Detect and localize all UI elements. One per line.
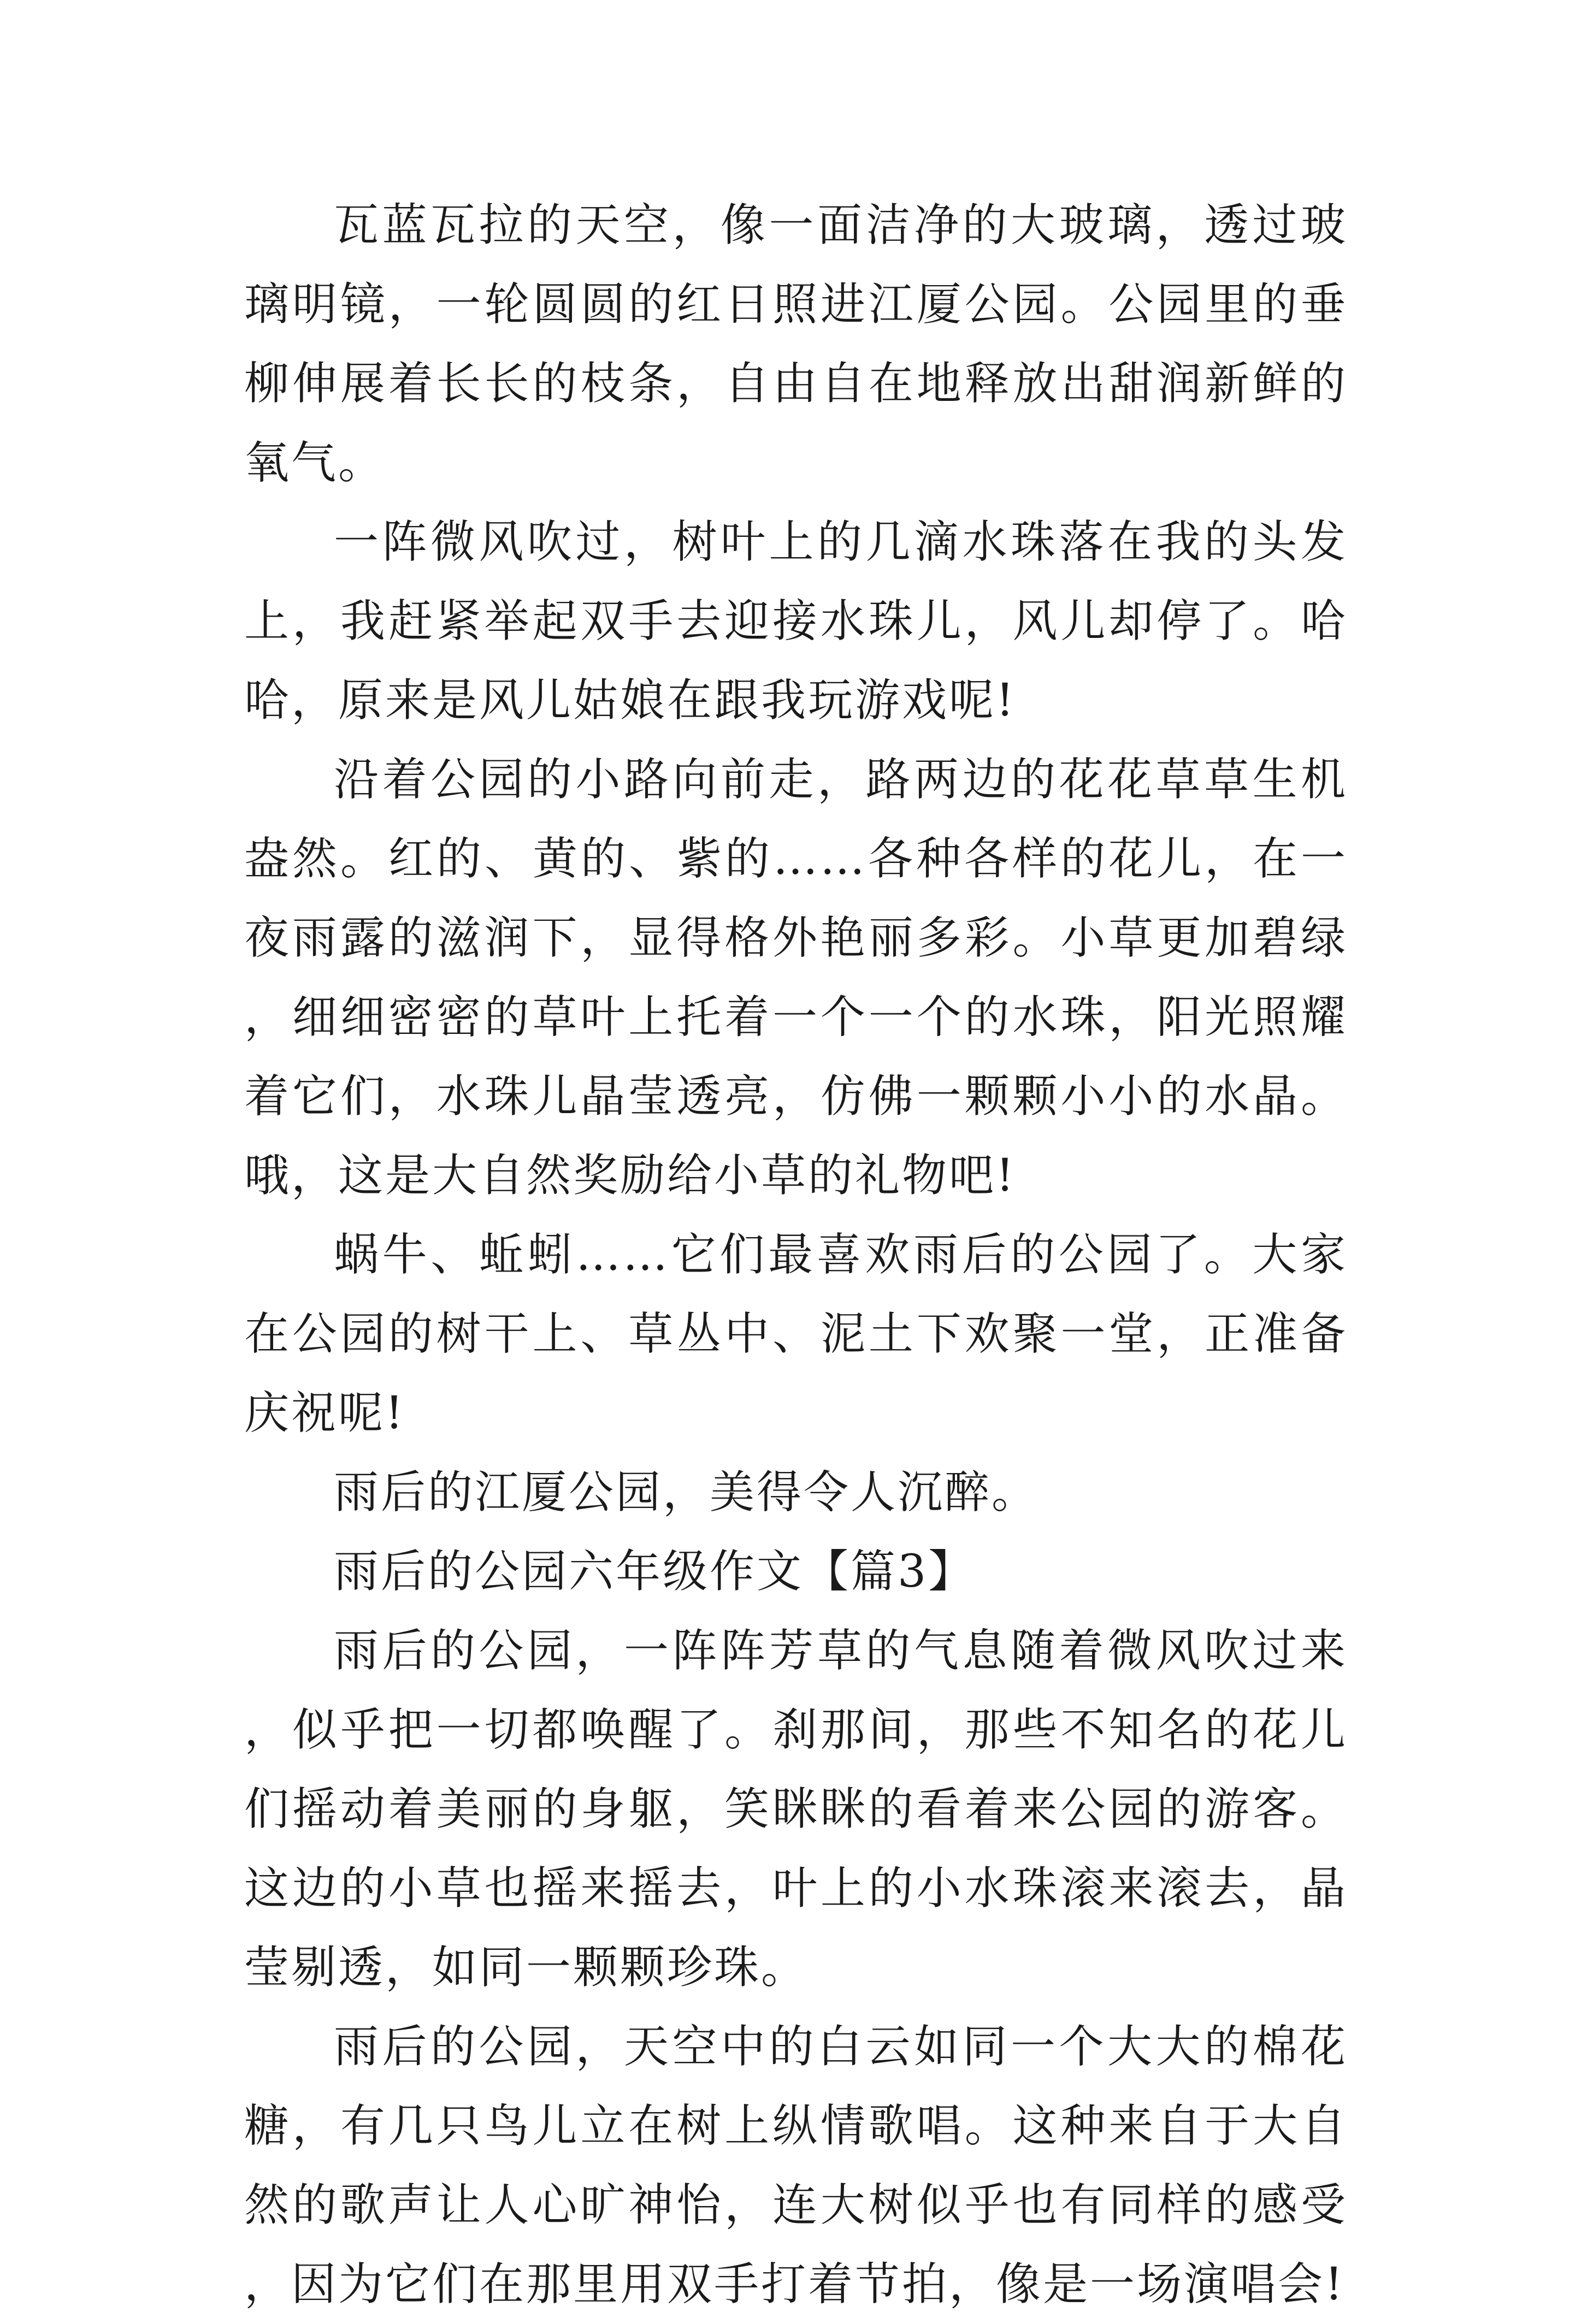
paragraph-7: 雨后的公园，天空中的白云如同一个大大的棉花糖，有几只鸟儿立在树上纵情歌唱。这种来自于大自然的歌声让人心旷神怡，连大树似乎也有同样的感受，因为它们在那里用双手打着节拍，像是一场演唱会! [244,2021,1348,2310]
paragraph-5: 雨后的江厦公园，美得令人沉醉。 [334,1466,1039,1518]
paragraph-2: 一阵微风吹过，树叶上的几滴水珠落在我的头发上，我赶紧举起双手去迎接水珠儿，风儿却停了。哈哈，原来是风儿姑娘在跟我玩游戏呢! [244,516,1348,726]
paragraph-6: 雨后的公园，一阵阵芳草的气息随着微风吹过来，似乎把一切都唤醒了。刹那间，那些不知名的花儿们摇动着美丽的身躯，笑眯眯的看着来公园的游客。这边的小草也摇来摇去，叶上的小水珠滚来滚去，晶莹剔透，如同一颗颗珍珠。 [244,1625,1348,1994]
section-heading: 雨后的公园六年级作文【篇3】 [334,1546,976,1598]
paragraph-1: 瓦蓝瓦拉的天空，像一面洁净的大玻璃，透过玻璃明镜，一轮圆圆的红日照进江厦公园。公园里的垂柳伸展着长长的枝条，自由自在地释放出甜润新鲜的氧气。 [244,199,1348,489]
paragraph-4: 蜗牛、蚯蚓……它们最喜欢雨后的公园了。大家在公园的树干上、草丛中、泥土下欢聚一堂，正准备庆祝呢! [244,1229,1348,1439]
paragraph-3: 沿着公园的小路向前走，路两边的花花草草生机盎然。红的、黄的、紫的……各种各样的花儿，在一夜雨露的滋润下，显得格外艳丽多彩。小草更加碧绿，细细密密的草叶上托着一个一个的水珠，阳光照耀着它们，水珠儿晶莹透亮，仿佛一颗颗小小的水晶。哦，这是大自然奖励给小草的礼物吧! [244,754,1348,1202]
document-body [244,186,1348,2324]
